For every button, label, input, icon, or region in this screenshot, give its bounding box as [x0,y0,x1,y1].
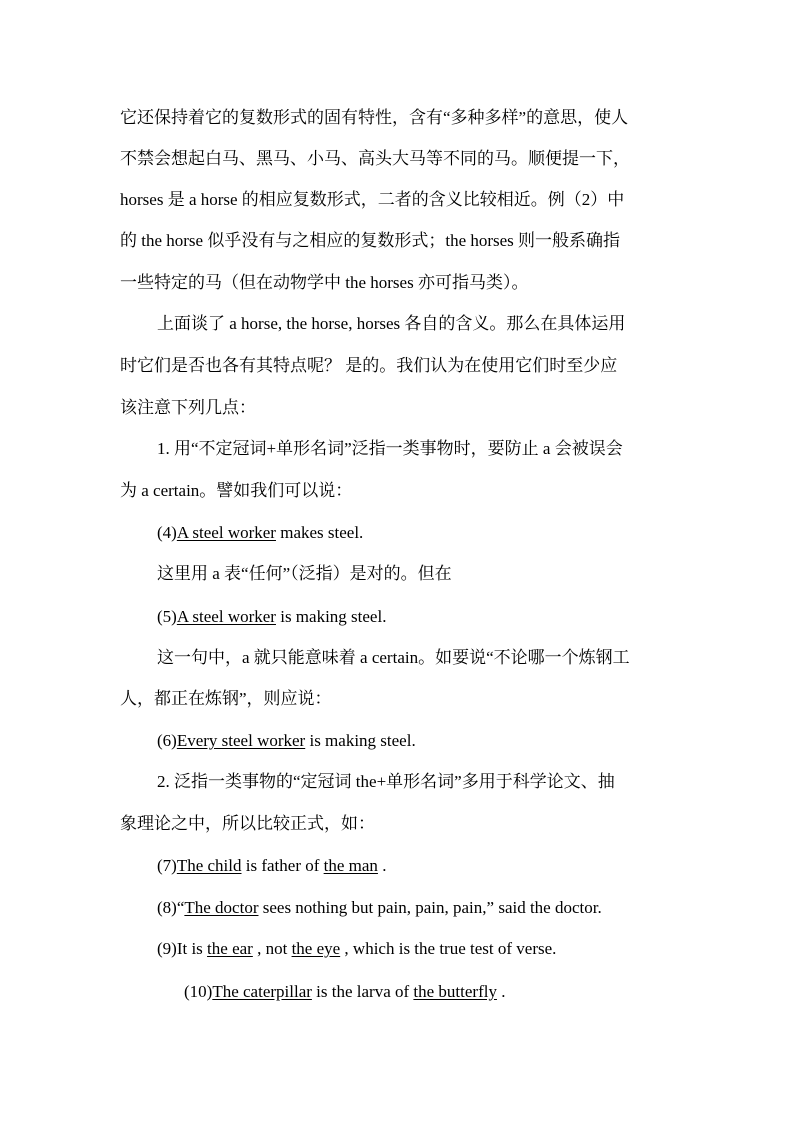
paragraph-line: 这一句中，a 就只能意味着 a certain。如要说“不论哪一个炼钢工 [157,648,630,667]
paragraph-line: 时它们是否也各有其特点呢？ 是的。我们认为在使用它们时至少应 [120,356,618,375]
example-number: (4) [157,523,177,542]
paragraph-line: 这里用 a 表“任何”（泛指）是对的。但在 [157,564,452,583]
paragraph-line: 象理论之中，所以比较正式，如： [120,814,375,833]
example-text: , not [252,939,292,958]
example-text: is making steel. [275,607,387,626]
example-number: (5) [157,607,177,626]
paragraph-line: 它还保持着它的复数形式的固有特性，含有“多种多样”的意思，使人 [120,108,629,127]
example-number: (6) [157,731,177,750]
underlined-phrase: Every steel worker [176,731,306,750]
paragraph-line: 该注意下列几点： [120,398,256,417]
underlined-phrase: A steel worker [176,523,276,542]
example-text: makes steel. [275,523,364,542]
example-sentence-10 [184,981,505,1003]
paragraph-line: horses 是 a horse 的相应复数形式，二者的含义比较相近。例（2）中 [120,190,625,209]
underlined-phrase: The caterpillar [212,982,312,1001]
paragraph-line: 人，都正在炼钢”，则应说： [120,689,332,708]
underlined-phrase: the butterfly [413,982,497,1001]
paragraph-line: 上面谈了 a horse, the horse, horses 各自的含义。那么在具体运用 [157,314,626,333]
example-sentence-7 [157,855,386,877]
example-number: (7) [157,856,177,875]
example-text: is the larva of [311,982,414,1001]
example-text: is making steel. [305,731,416,750]
underlined-phrase: the eye [291,939,341,958]
example-sentence-8 [157,897,602,919]
paragraph-line: 1. 用“不定冠词+单形名词”泛指一类事物时，要防止 a 会被误会 [157,439,623,458]
example-number: (9)It is [157,939,208,958]
paragraph-line: 的 the horse 似乎没有与之相应的复数形式；the horses 则一般系确指 [120,231,621,250]
paragraph-line: 一些特定的马（但在动物学中 the horses 亦可指马类）。 [120,273,529,292]
example-sentence-4 [157,522,363,544]
example-sentence-5 [157,606,386,628]
example-text: sees nothing but pain, pain, pain,” said the doctor. [258,898,602,917]
example-text: is father of [241,856,324,875]
example-text: . [496,982,506,1001]
underlined-phrase: The child [176,856,242,875]
example-text: , which is the true test of verse. [340,939,557,958]
example-sentence-9 [157,938,556,960]
example-sentence-6 [157,730,416,752]
paragraph-line: 不禁会想起白马、黑马、小马、高头大马等不同的马。顺便提一下， [120,149,630,168]
underlined-phrase: A steel worker [176,607,276,626]
underlined-phrase: The doctor [184,898,259,917]
example-text: . [377,856,387,875]
example-number: (8)“ [157,898,185,917]
paragraph-line: 为 a certain。譬如我们可以说： [120,481,353,500]
example-number: (10) [184,982,213,1001]
paragraph-line: 2. 泛指一类事物的“定冠词 the+单形名词”多用于科学论文、抽 [157,772,615,791]
underlined-phrase: the man [323,856,378,875]
underlined-phrase: the ear [207,939,253,958]
